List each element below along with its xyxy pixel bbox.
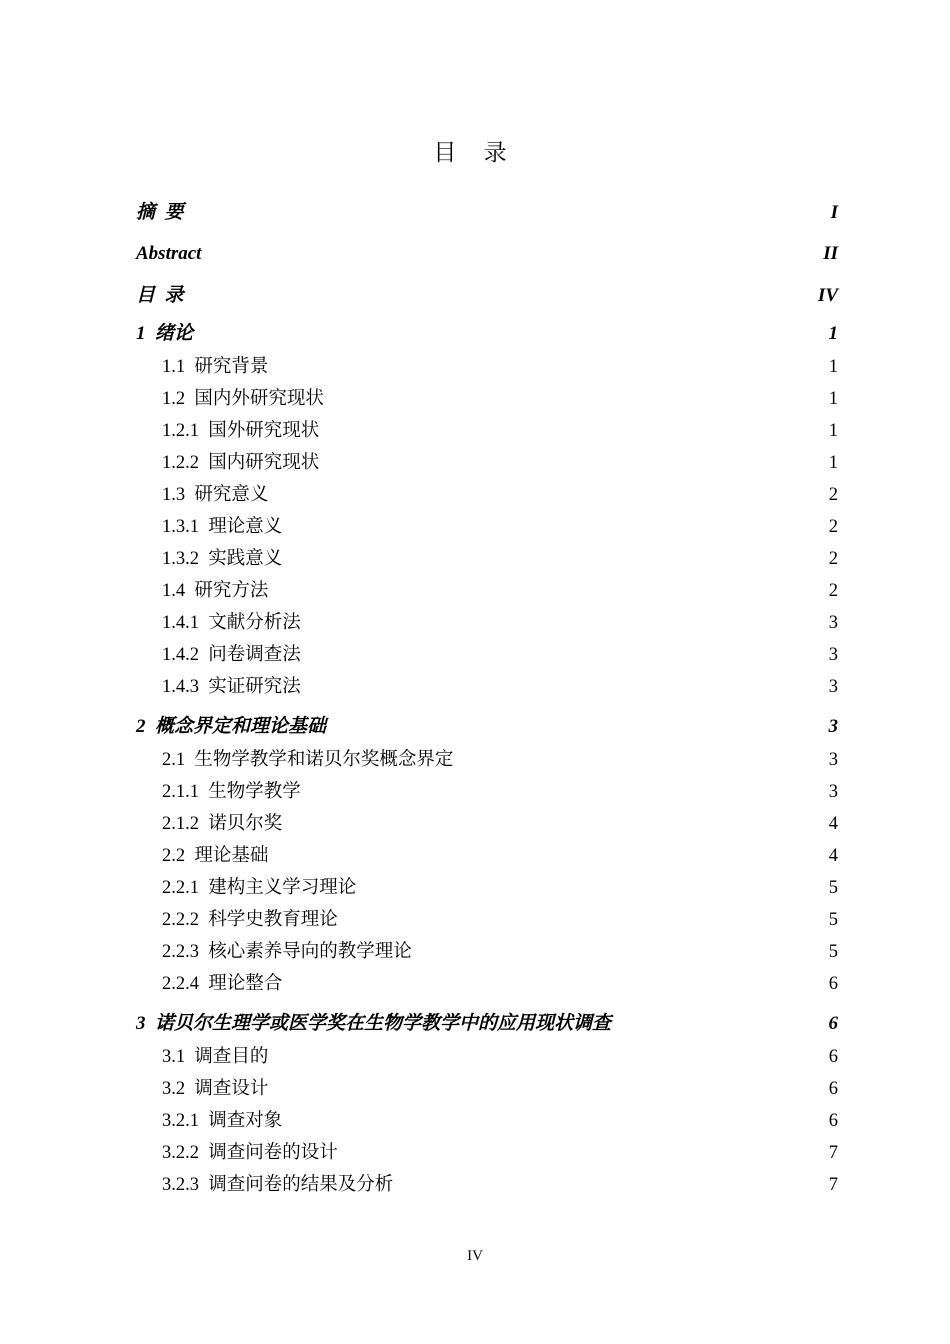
toc-entry-page: 4 [828,845,838,866]
toc-entry-page: 5 [828,941,838,962]
toc-entry-page: 3 [828,612,838,633]
toc-entry[interactable] [136,776,838,808]
toc-entry-label: 2 概念界定和理论基础 [136,715,327,737]
toc-chapter-3[interactable] [136,1006,838,1041]
toc-entry-page: 1 [828,322,838,344]
toc-entry[interactable] [136,383,838,415]
toc-entry[interactable] [136,639,838,671]
toc-entry[interactable] [136,1073,838,1105]
toc-entry[interactable] [136,671,838,703]
toc-entry-label: 摘 要 [136,202,184,223]
toc-entry-label: 3.2.1 调查对象 [162,1110,283,1131]
toc-entry-page: 3 [828,715,838,737]
toc-entry[interactable] [136,479,838,511]
toc-entry-label: 2.2 理论基础 [162,845,269,866]
toc-entry-page: IV [817,284,838,306]
toc-entry-page: 1 [828,356,838,377]
toc-entry-page: 2 [828,484,838,505]
toc-entry-page: 6 [828,973,838,994]
toc-entry[interactable] [136,968,838,1000]
toc-entry[interactable] [136,840,838,872]
toc-entry-page: 6 [828,1110,838,1131]
toc-entry-label: 1.4.3 实证研究法 [162,676,301,697]
toc-entry-page: 6 [828,1046,838,1067]
toc-entry-page: 1 [828,452,838,473]
toc-entry-page: 3 [828,644,838,665]
toc-entry-page: 6 [828,1078,838,1099]
toc-entry-page: 3 [828,781,838,802]
toc-entry-abstract-cn[interactable] [136,192,838,233]
toc-entry-page: 2 [828,516,838,537]
toc-entry-contents[interactable] [136,275,838,316]
toc-entry-page: 7 [828,1174,838,1195]
toc-entry-page: 2 [828,580,838,601]
toc-entry-label: 1.4.1 文献分析法 [162,612,301,633]
toc-entry-page: I [830,202,838,223]
toc-entry[interactable] [136,415,838,447]
toc-entry-page: 3 [828,749,838,770]
toc-entry-label: 2.2.1 建构主义学习理论 [162,877,357,898]
toc-entry-label: 目 录 [136,284,184,306]
toc-entry[interactable] [136,1105,838,1137]
toc-chapter-2[interactable] [136,709,838,744]
toc-entry-label: 2.1.1 生物学教学 [162,781,301,802]
toc-entry-label: 2.1.2 诺贝尔奖 [162,813,283,834]
toc-entry[interactable] [136,607,838,639]
toc-entry[interactable] [136,904,838,936]
toc-entry[interactable] [136,351,838,383]
toc-entry-page: 2 [828,548,838,569]
toc-entry-abstract-en[interactable] [136,233,838,274]
toc-entry-label: 1.2.1 国外研究现状 [162,420,320,441]
toc-chapter-1[interactable] [136,316,838,351]
toc-entry[interactable] [136,575,838,607]
toc-entry[interactable] [136,808,838,840]
toc-entry-label: 1.3.1 理论意义 [162,516,283,537]
toc-entry[interactable] [136,1041,838,1073]
toc-entry-label: 1.3 研究意义 [162,484,269,505]
toc-entry-label: 2.2.4 理论整合 [162,973,283,994]
toc-entry-label: 2.2.2 科学史教育理论 [162,909,338,930]
toc-entry[interactable] [136,1169,838,1201]
page-title: 目 录 [433,140,517,166]
toc-entry-page: 3 [828,676,838,697]
toc-entry-label: 1.3.2 实践意义 [162,548,283,569]
toc-entry-page: 4 [828,813,838,834]
toc-entry-page: 5 [828,909,838,930]
toc-entry[interactable] [136,744,838,776]
toc-entry-label: 3 诺贝尔生理学或医学奖在生物学教学中的应用现状调查 [136,1012,612,1034]
toc-entry-page: 5 [828,877,838,898]
toc-entry[interactable] [136,936,838,968]
toc-entry-label: Abstract [136,243,202,265]
toc-entry-page: 7 [828,1142,838,1163]
toc-entry[interactable] [136,1137,838,1169]
toc-entry-label: 1 绪论 [136,322,194,344]
toc-entry-label: 1.1 研究背景 [162,356,269,377]
toc-entry-label: 1.4 研究方法 [162,580,269,601]
page-number: IV [467,1248,483,1264]
toc-entry[interactable] [136,543,838,575]
table-of-contents [136,192,838,1201]
toc-entry-page: 1 [828,388,838,409]
toc-entry-label: 2.2.3 核心素养导向的教学理论 [162,941,412,962]
toc-entry-page: 1 [828,420,838,441]
toc-entry-page: 6 [828,1012,838,1034]
toc-entry-label: 1.2.2 国内研究现状 [162,452,320,473]
toc-entry-label: 1.2 国内外研究现状 [162,388,324,409]
toc-entry-label: 1.4.2 问卷调查法 [162,644,301,665]
toc-entry-page: II [823,243,838,265]
toc-entry[interactable] [136,511,838,543]
toc-entry-label: 3.2 调查设计 [162,1078,269,1099]
toc-entry-label: 3.1 调查目的 [162,1046,269,1067]
toc-entry[interactable] [136,872,838,904]
toc-entry-label: 2.1 生物学教学和诺贝尔奖概念界定 [162,749,454,770]
toc-entry-label: 3.2.3 调查问卷的结果及分析 [162,1174,394,1195]
toc-entry-label: 3.2.2 调查问卷的设计 [162,1142,338,1163]
toc-entry[interactable] [136,447,838,479]
